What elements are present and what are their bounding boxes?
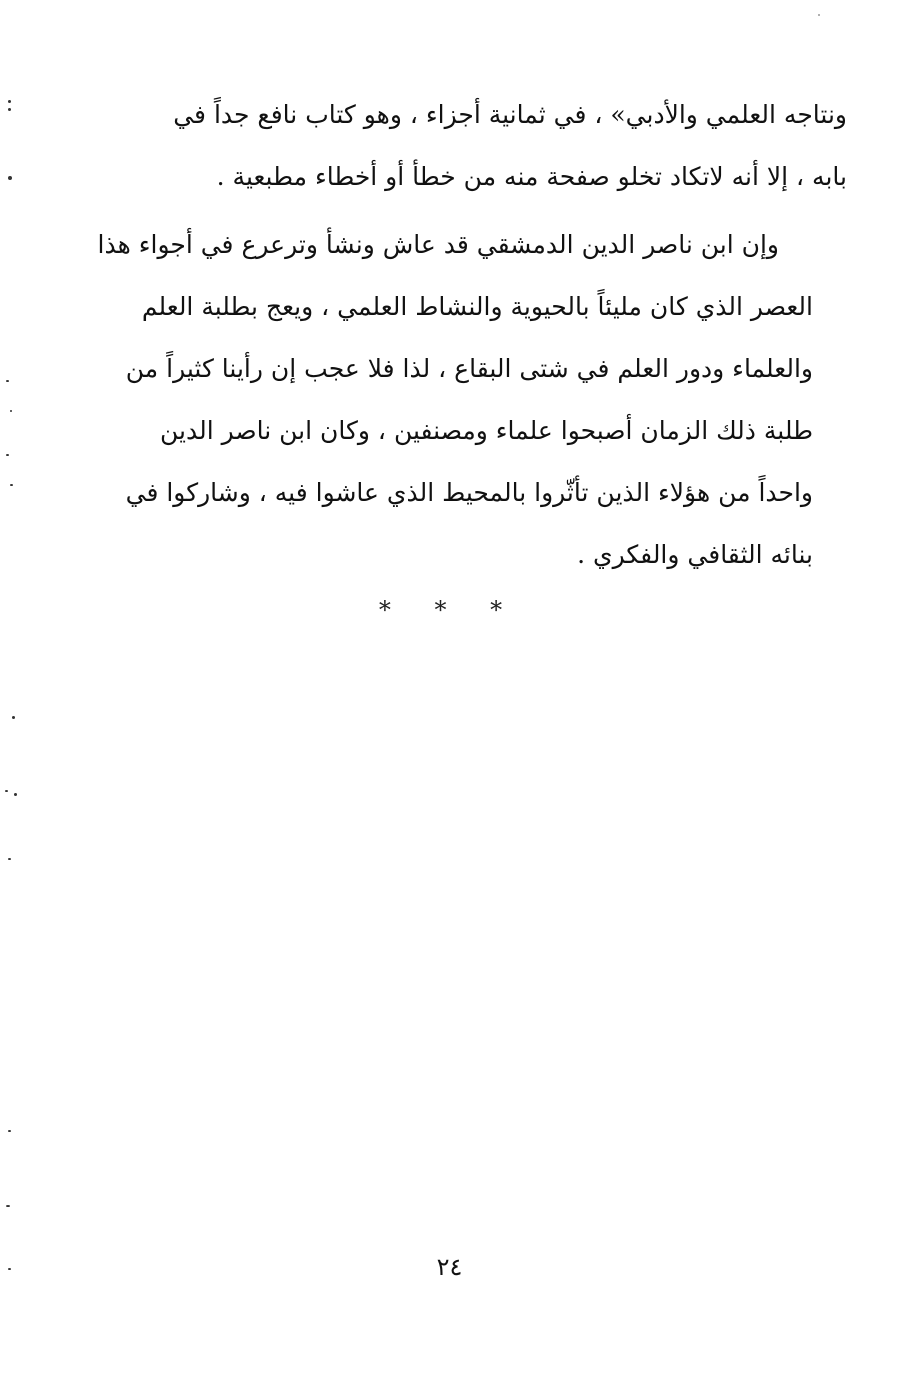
paragraph-line: العصر الذي كان مليئاً بالحيوية والنشاط العلمي ، ويعج بطلبة العلم	[141, 292, 813, 321]
scan-speck	[10, 484, 13, 486]
paragraph-line: ونتاجه العلمي والأدبي» ، في ثمانية أجزاء ، وهو كتاب نافع جداً في	[173, 100, 847, 129]
scan-speck	[8, 176, 12, 180]
section-separator: * * *	[378, 596, 521, 624]
paragraph-line: واحداً من هؤلاء الذين تأثّروا بالمحيط الذي عاشوا فيه ، وشاركوا في	[125, 478, 813, 507]
scan-speck	[8, 100, 11, 103]
scan-speck	[12, 716, 15, 719]
paragraph-line: طلبة ذلك الزمان أصبحوا علماء ومصنفين ، وكان ابن ناصر الدين	[159, 416, 813, 445]
page-number: ٢٤	[436, 1253, 463, 1281]
scan-speck	[14, 793, 17, 796]
paragraph-line: بنائه الثقافي والفكري .	[577, 540, 813, 569]
paragraph-line: بابه ، إلا أنه لاتكاد تخلو صفحة منه من خطأ أو أخطاء مطبعية .	[216, 162, 847, 191]
scan-speck	[8, 858, 11, 860]
scan-speck	[8, 1130, 11, 1132]
scan-speck	[6, 454, 9, 456]
scan-speck	[8, 108, 11, 111]
scan-speck	[818, 14, 820, 16]
paragraph-line: وإن ابن ناصر الدين الدمشقي قد عاش ونشأ وترعرع في أجواء هذا	[97, 230, 779, 259]
scan-speck	[6, 1205, 10, 1207]
paragraph-1	[145, 84, 847, 208]
scan-speck	[10, 410, 12, 412]
scan-speck	[6, 380, 9, 382]
scan-speck	[5, 790, 8, 792]
paragraph-2	[97, 214, 847, 586]
paragraph-line: والعلماء ودور العلم في شتى البقاع ، لذا فلا عجب إن رأينا كثيراً من	[125, 354, 813, 383]
scan-speck	[8, 1268, 11, 1270]
